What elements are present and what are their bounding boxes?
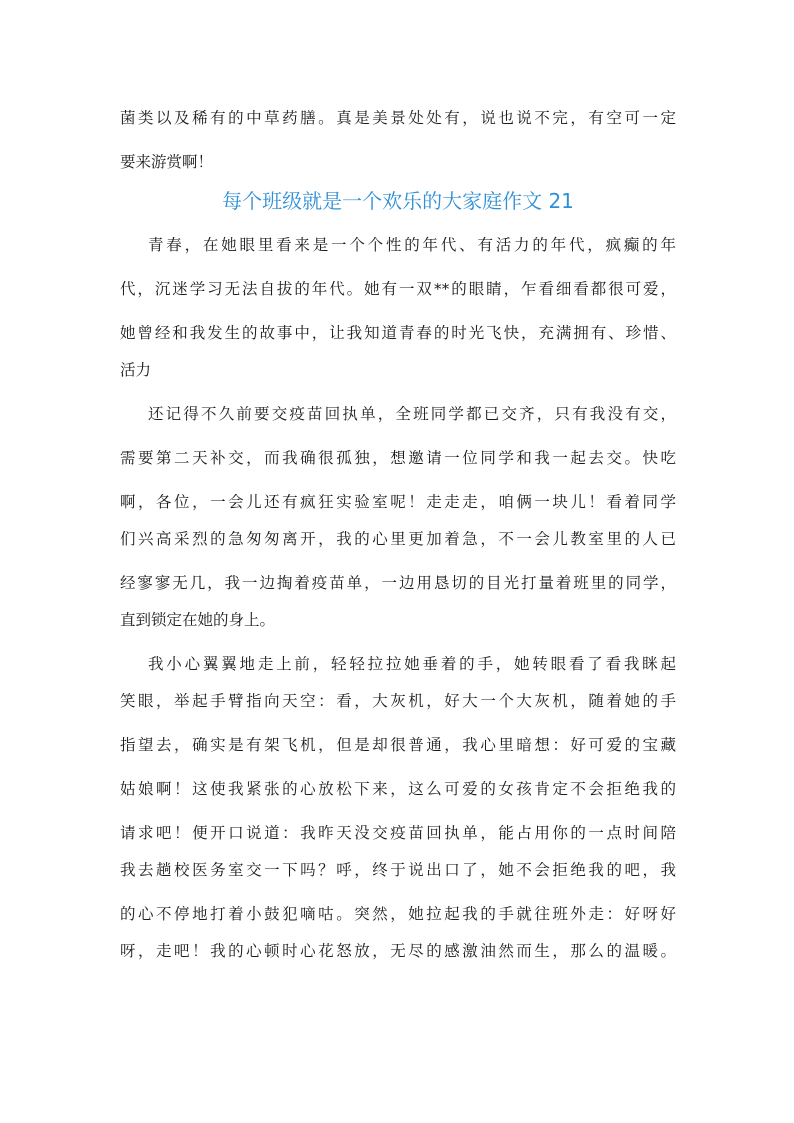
paragraph-1-line-4: 活力	[120, 361, 152, 379]
text-line: 要来游赏啊！	[120, 153, 214, 171]
paragraph-3-line-2: 笑眼，举起手臂指向天空：看，大灰机，好大一个大灰机，随着她的手	[120, 692, 676, 710]
text-line: 菌类以及稀有的中草药膳。真是美景处处有，说也说不完，有空可一定	[120, 109, 676, 127]
paragraph-1-line-3: 她曾经和我发生的故事中，让我知道青春的时光飞快，充满拥有、珍惜、	[120, 324, 676, 342]
paragraph-2-line-4: 们兴高采烈的急匆匆离开，我的心里更加着急，不一会儿教室里的人已	[120, 530, 676, 548]
paragraph-2-line-1: 还记得不久前要交疫苗回执单，全班同学都已交齐，只有我没有交，	[148, 405, 676, 423]
paragraph-3-line-3: 指望去，确实是有架飞机，但是却很普通，我心里暗想：好可爱的宝藏	[120, 736, 676, 754]
paragraph-1-line-1: 青春，在她眼里看来是一个个性的年代、有活力的年代，疯癫的年	[148, 236, 676, 254]
paragraph-3-line-5: 请求吧！便开口说道：我昨天没交疫苗回执单，能占用你的一点时间陪	[120, 824, 676, 842]
paragraph-1-line-2: 代，沉迷学习无法自拔的年代。她有一双**的眼睛，乍看细看都很可爱，	[120, 280, 676, 298]
paragraph-3-line-7: 的心不停地打着小鼓犯嘀咕。突然，她拉起我的手就往班外走：好呀好	[120, 905, 676, 923]
paragraph-2-line-3: 啊，各位，一会儿还有疯狂实验室呢！走走走，咱俩一块儿！看着同学	[120, 493, 676, 511]
paragraph-2-line-2: 需要第二天补交，而我确很孤独，想邀请一位同学和我一起去交。快吃	[120, 449, 676, 467]
paragraph-2-line-5: 经寥寥无几，我一边掏着疫苗单，一边用恳切的目光打量着班里的同学，	[120, 574, 676, 592]
paragraph-2-line-6: 直到锁定在她的身上。	[120, 611, 276, 629]
paragraph-3-line-1: 我小心翼翼地走上前，轻轻拉拉她垂着的手，她转眼看了看我眯起	[148, 655, 676, 673]
paragraph-3-line-4: 姑娘啊！这使我紧张的心放松下来，这么可爱的女孩肯定不会拒绝我的	[120, 780, 676, 798]
essay-title: 每个班级就是一个欢乐的大家庭作文 21	[222, 189, 574, 213]
paragraph-3-line-8: 呀，走吧！我的心顿时心花怒放，无尽的感激油然而生，那么的温暖。	[120, 942, 676, 960]
paragraph-3-line-6: 我去趟校医务室交一下吗？呼，终于说出口了，她不会拒绝我的吧，我	[120, 861, 676, 879]
